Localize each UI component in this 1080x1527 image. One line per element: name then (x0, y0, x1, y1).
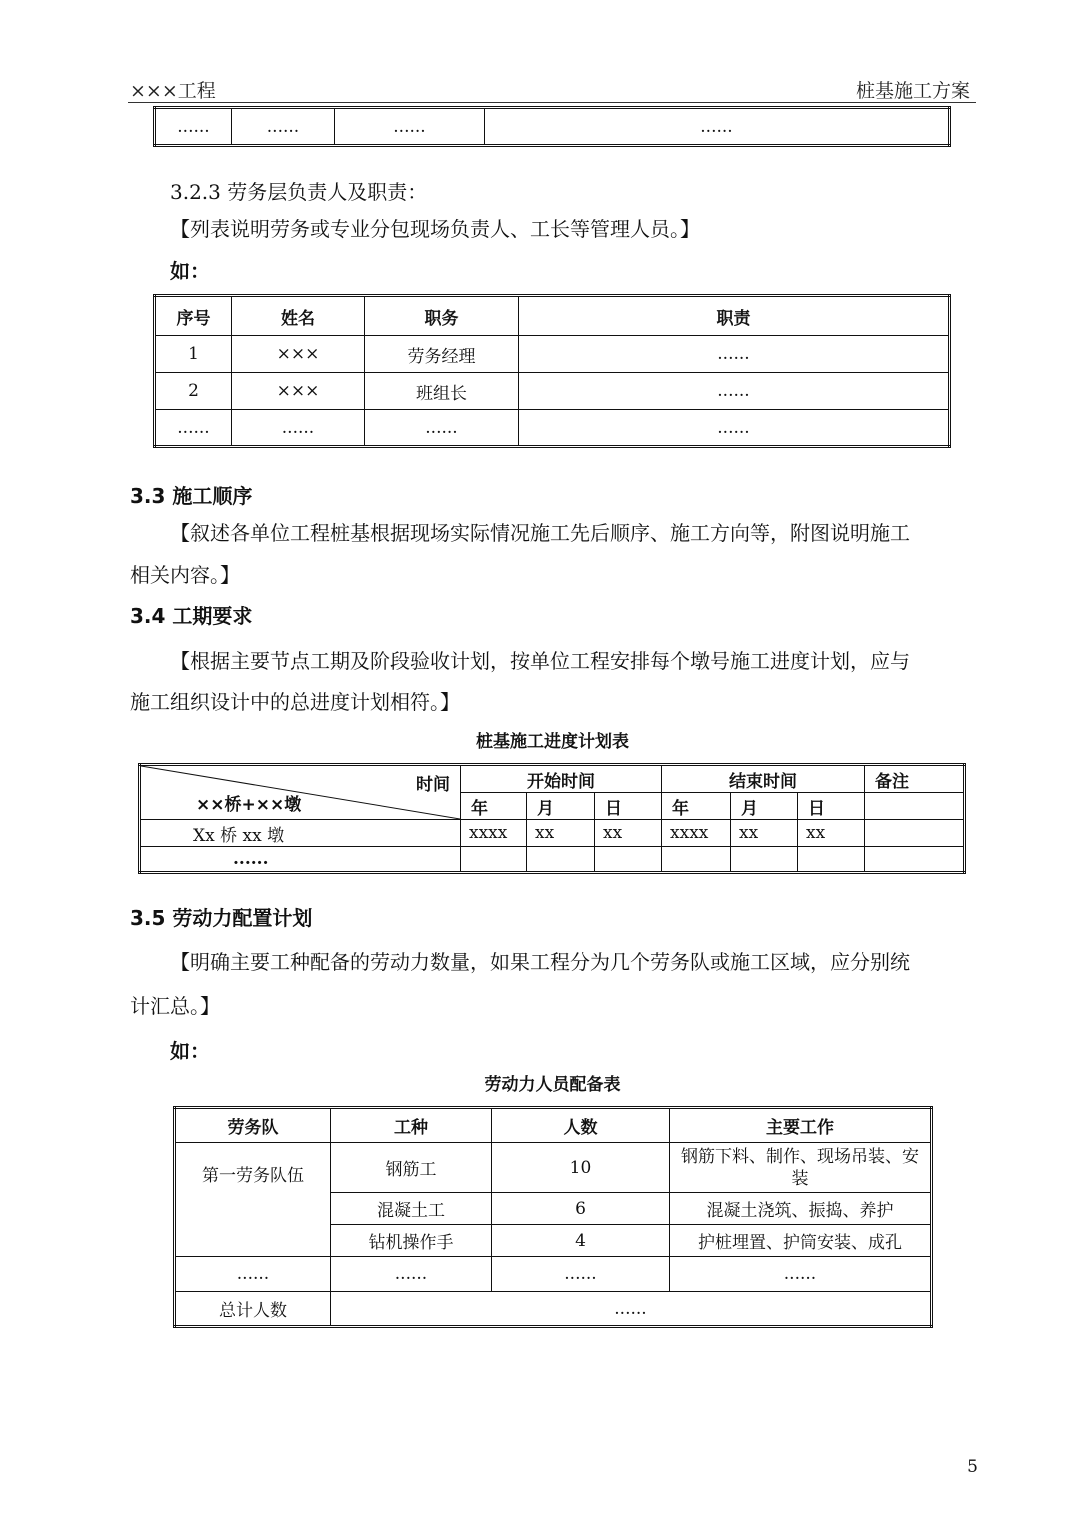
column-header: 年 (461, 793, 527, 820)
table-cell: 劳务经理 (365, 336, 519, 373)
table-cell (865, 820, 965, 847)
section-3-5-line1: 【明确主要工种配备的劳动力数量，如果工程分为几个劳务队或施工区域，应分别统 (170, 950, 910, 974)
table-cell: 钻机操作手 (331, 1225, 492, 1257)
table-cell: 钢筋下料、制作、现场吊装、安装 (670, 1143, 932, 1193)
example-label: 如： (170, 259, 210, 283)
column-header: 开始时间 (461, 765, 662, 793)
table-row (155, 336, 950, 373)
table-cell: 护桩埋置、护筒安装、成孔 (670, 1225, 932, 1257)
top-table-fragment (153, 106, 951, 147)
table-cell: Xx 桥 xx 墩 (140, 820, 461, 847)
table-cell: ...... (365, 410, 519, 447)
total-value-cell: ...... (331, 1292, 932, 1327)
table-cell: ...... (519, 410, 950, 447)
table-cell: ...... (485, 108, 950, 146)
column-header: 姓名 (232, 296, 365, 336)
column-header: 日 (595, 793, 662, 820)
section-3-4-line2: 施工组织设计中的总进度计划相符。】 (130, 690, 460, 714)
team-cell: 第一劳务队伍 (175, 1143, 331, 1257)
table-row (155, 108, 950, 146)
column-header: 月 (731, 793, 798, 820)
table-cell: 4 (492, 1225, 670, 1257)
total-label-cell: 总计人数 (175, 1292, 331, 1327)
table-cell: 钢筋工 (331, 1143, 492, 1193)
table-cell: ...... (670, 1257, 932, 1292)
column-header: 月 (527, 793, 595, 820)
column-header: 职责 (519, 296, 950, 336)
header-left: ×××工程 (130, 80, 216, 102)
diagonal-top-label: 时间 (416, 775, 450, 795)
table-cell (865, 847, 965, 873)
table-cell (461, 847, 527, 873)
header-right: 桩基施工方案 (855, 80, 970, 102)
header-rule (128, 102, 976, 103)
table-cell (527, 847, 595, 873)
table-cell: ...... (492, 1257, 670, 1292)
table-cell: xx (731, 820, 798, 847)
column-header: 职务 (365, 296, 519, 336)
example-label: 如： (170, 1039, 210, 1063)
column-header: 日 (798, 793, 865, 820)
table-cell: xx (595, 820, 662, 847)
table-cell: 混凝土浇筑、振捣、养护 (670, 1193, 932, 1225)
column-header: 年 (662, 793, 731, 820)
table-row (175, 1257, 932, 1292)
table-row (140, 820, 965, 847)
table-cell: ...... (232, 108, 335, 146)
table-cell: 2 (155, 373, 232, 410)
column-header: 备注 (865, 765, 965, 793)
column-header: 主要工作 (670, 1108, 932, 1143)
schedule-table-caption: 桩基施工进度计划表 (476, 732, 629, 752)
section-3-2-3-note: 【列表说明劳务或专业分包现场负责人、工长等管理人员。】 (170, 217, 700, 241)
section-3-4-title: 3.4 工期要求 (130, 604, 253, 628)
table-cell: ...... (519, 373, 950, 410)
table-row (140, 847, 965, 873)
table-cell: 混凝土工 (331, 1193, 492, 1225)
table-cell: xxxx (662, 820, 731, 847)
table-cell: 1 (155, 336, 232, 373)
diagonal-bottom-label: ××桥+××墩 (196, 795, 302, 815)
table-cell: ...... (155, 108, 232, 146)
table-cell: ...... (155, 410, 232, 447)
table-row (155, 410, 950, 447)
labor-table-caption: 劳动力人员配备表 (484, 1075, 621, 1095)
section-3-3-line1: 【叙述各单位工程桩基根据现场实际情况施工先后顺序、施工方向等，附图说明施工 (170, 521, 910, 545)
table-cell: ...... (140, 847, 461, 873)
diagonal-header-cell (140, 765, 461, 820)
section-3-2-3-title: 3.2.3 劳务层负责人及职责： (170, 180, 428, 204)
table-cell (662, 847, 731, 873)
table-cell: ...... (335, 108, 485, 146)
column-header: 结束时间 (662, 765, 865, 793)
column-header: 人数 (492, 1108, 670, 1143)
table-cell: ...... (175, 1257, 331, 1292)
section-3-3-line2: 相关内容。】 (130, 563, 240, 587)
table-cell: ...... (331, 1257, 492, 1292)
table-header-row (155, 296, 950, 336)
table-cell (798, 847, 865, 873)
table-cell: ××× (232, 336, 365, 373)
management-staff-table (153, 294, 951, 448)
table-header-row (140, 765, 965, 793)
pile-schedule-table (138, 763, 966, 874)
table-row (175, 1292, 932, 1327)
table-cell: xxxx (461, 820, 527, 847)
labor-staffing-table (173, 1106, 933, 1328)
column-header: 劳务队 (175, 1108, 331, 1143)
table-cell: 班组长 (365, 373, 519, 410)
table-cell: ...... (232, 410, 365, 447)
table-header-row (175, 1108, 932, 1143)
table-cell: ...... (519, 336, 950, 373)
table-cell: ××× (232, 373, 365, 410)
table-cell: xx (527, 820, 595, 847)
table-cell: 10 (492, 1143, 670, 1193)
column-header: 工种 (331, 1108, 492, 1143)
column-header: 序号 (155, 296, 232, 336)
table-cell (731, 847, 798, 873)
table-row (155, 373, 950, 410)
table-row (175, 1143, 932, 1193)
table-cell (595, 847, 662, 873)
section-3-5-title: 3.5 劳动力配置计划 (130, 906, 313, 930)
table-cell: 6 (492, 1193, 670, 1225)
section-3-3-title: 3.3 施工顺序 (130, 484, 253, 508)
section-3-5-line2: 计汇总。】 (130, 994, 220, 1018)
table-cell: xx (798, 820, 865, 847)
table-cell (865, 793, 965, 820)
section-3-4-line1: 【根据主要节点工期及阶段验收计划，按单位工程安排每个墩号施工进度计划，应与 (170, 649, 910, 673)
page-number: 5 (967, 1457, 978, 1477)
